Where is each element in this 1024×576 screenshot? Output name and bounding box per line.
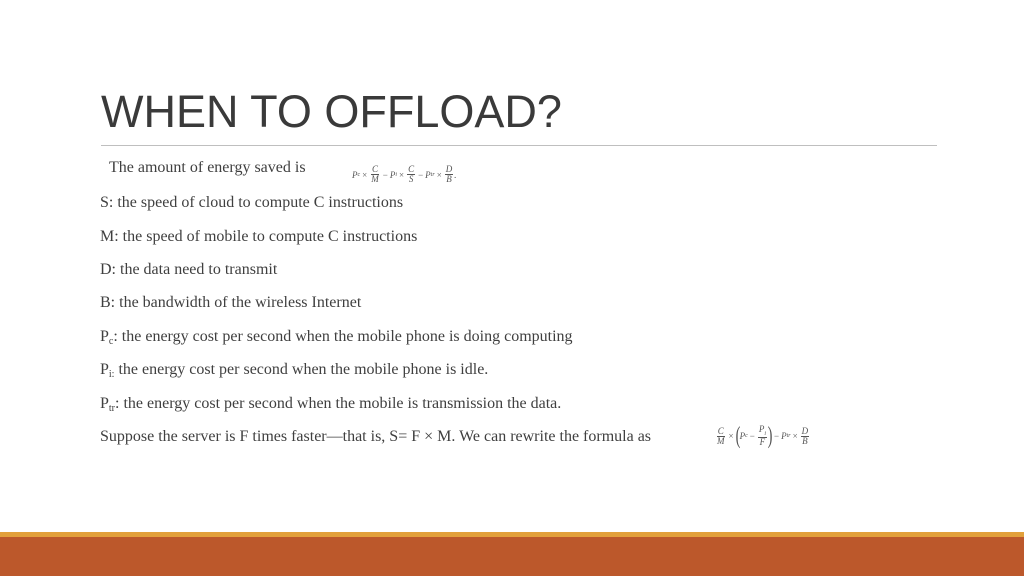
formula-subscript: c (745, 433, 748, 439)
formula-paren-left: ( (735, 423, 740, 449)
symbol-base: P (100, 328, 109, 345)
formula-numerator: C (371, 164, 378, 174)
formula-denominator: B (802, 435, 808, 446)
rewritten-formula (715, 424, 810, 448)
formula-operator: × (362, 169, 368, 180)
formula-numerator: C (717, 425, 724, 436)
formula-operator: × (792, 431, 798, 441)
formula-symbol: P (739, 431, 746, 441)
formula-subscript: i (395, 171, 397, 178)
energy-saved-formula (352, 165, 457, 184)
formula-symbol: P (781, 431, 787, 441)
formula-subscript: tr (430, 171, 435, 178)
slide-title: WHEN TO OFFLOAD? (101, 86, 562, 137)
formula-fraction (445, 164, 457, 184)
symbol-subscript: tr (108, 403, 116, 414)
formula-operator: × (728, 431, 734, 441)
definition-s: S: the speed of cloud to compute C instructions (100, 194, 404, 211)
formula-operator: × (399, 169, 405, 180)
formula-operator: − (382, 169, 388, 180)
suppose-text: Suppose the server is F times faster—that is, S= F × M. We can rewrite the formula as (100, 428, 652, 445)
formula-symbol: P (352, 169, 358, 180)
formula-fraction (716, 427, 726, 446)
title-divider (101, 145, 937, 146)
formula-operator: − (774, 431, 780, 441)
formula-denominator: S (408, 174, 414, 184)
formula-fraction (370, 165, 380, 184)
symbol-subscript: i: (108, 369, 115, 380)
formula-operator: − (749, 431, 755, 441)
formula-symbol: P (758, 424, 765, 435)
formula-operator: − (418, 169, 424, 180)
formula-fraction (407, 165, 415, 184)
formula-numerator: C (408, 164, 415, 174)
formula-numerator (758, 425, 767, 438)
formula-numerator: D (445, 164, 453, 174)
formula-period: . (454, 169, 457, 180)
symbol-base: P (100, 361, 109, 378)
definition-pc (100, 327, 573, 347)
definition-text: : the energy cost per second when the mobile phone is doing computing (113, 328, 573, 345)
definition-pi (100, 360, 488, 380)
formula-denominator: F (759, 436, 766, 447)
footer-bar (0, 537, 1024, 576)
symbol-subscript: c (108, 336, 114, 347)
definition-d: D: the data need to transmit (100, 261, 278, 278)
formula-numerator: D (801, 425, 809, 436)
formula-subscript: c (357, 171, 361, 178)
formula-denominator: B (446, 174, 452, 184)
formula-symbol: P (389, 169, 396, 180)
formula-fraction (758, 425, 767, 447)
definition-text: : the energy cost per second when the mobile is transmission the data. (115, 395, 562, 412)
definition-text: the energy cost per second when the mobile phone is idle. (114, 361, 489, 378)
definition-b: B: the bandwidth of the wireless Internet (100, 294, 362, 311)
formula-subscript: tr (786, 433, 791, 439)
formula-symbol: P (425, 169, 431, 180)
formula-fraction (801, 427, 810, 446)
formula-subscript: i (764, 430, 766, 437)
definition-m: M: the speed of mobile to compute C instructions (100, 228, 418, 245)
formula-denominator: M (717, 435, 725, 446)
intro-text: The amount of energy saved is (109, 159, 306, 176)
symbol-base: P (100, 395, 109, 412)
formula-denominator: M (371, 174, 379, 184)
definition-ptr (100, 394, 561, 414)
formula-paren-right: ) (767, 423, 773, 449)
formula-operator: × (436, 169, 442, 180)
